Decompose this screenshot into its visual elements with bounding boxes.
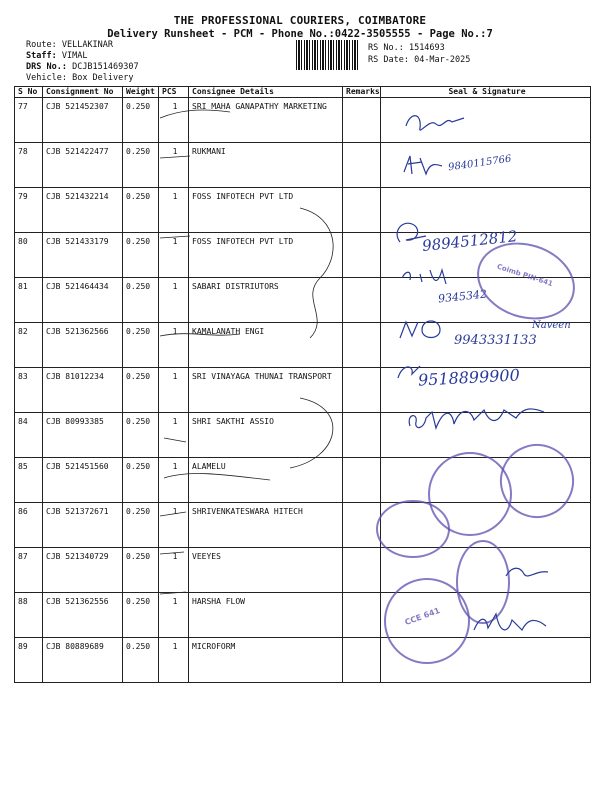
rs-no-label: RS No.: [368, 43, 404, 53]
cell-consignee: SHRI SAKTHI ASSIO [189, 413, 343, 458]
cell-pcs: 1 [159, 323, 189, 368]
cell-remarks [343, 638, 381, 683]
header-signature: Seal & Signature [381, 87, 591, 98]
signature-80 [390, 214, 430, 250]
cell-consignment-no: CJB 521451560 [43, 458, 123, 503]
cell-sno: 83 [15, 368, 43, 413]
cell-consignee: RUKMANI [189, 143, 343, 188]
document-subtitle: Delivery Runsheet - PCM - Phone No.:0422-3505555 - Page No.:7 [107, 28, 493, 40]
cell-pcs: 1 [159, 368, 189, 413]
staff-label: Staff: [26, 51, 57, 61]
document-title: THE PROFESSIONAL COURIERS, COIMBATORE [173, 14, 427, 27]
cell-weight: 0.250 [123, 458, 159, 503]
route-value: VELLAKINAR [61, 40, 114, 50]
cell-consignee: VEEYES [189, 548, 343, 593]
staff-line [26, 51, 139, 62]
cell-consignment-no: CJB 521362556 [43, 593, 123, 638]
rs-number [368, 43, 445, 53]
cell-weight: 0.250 [123, 233, 159, 278]
signature-81 [398, 264, 488, 288]
cell-consignee: MICROFORM [189, 638, 343, 683]
cell-consignment-no: CJB 81012234 [43, 368, 123, 413]
cell-pcs: 1 [159, 98, 189, 143]
cell-pcs: 1 [159, 413, 189, 458]
handwritten-phone-83: 9518899900 [417, 365, 521, 390]
cell-consignee: KAMALANATH ENGI [189, 323, 343, 368]
cell-weight: 0.250 [123, 278, 159, 323]
route-line [26, 40, 139, 51]
signature-82 [396, 316, 456, 344]
cell-consignment-no: CJB 80889689 [43, 638, 123, 683]
signature-89 [470, 606, 550, 640]
barcode [296, 40, 360, 70]
cell-consignee: SRI MAHA GANAPATHY MARKETING [189, 98, 343, 143]
cell-weight: 0.250 [123, 548, 159, 593]
cell-consignment-no: CJB 521433179 [43, 233, 123, 278]
cell-sno: 81 [15, 278, 43, 323]
cell-sno: 79 [15, 188, 43, 233]
cell-sno: 78 [15, 143, 43, 188]
cell-weight: 0.250 [123, 98, 159, 143]
signature-77 [400, 108, 470, 138]
cell-sno: 77 [15, 98, 43, 143]
header-remarks: Remarks [343, 87, 381, 98]
cell-consignment-no: CJB 521452307 [43, 98, 123, 143]
rs-date-label: RS Date: [368, 55, 409, 65]
cell-consignment-no: CJB 521432214 [43, 188, 123, 233]
drs-line [26, 62, 139, 73]
cell-weight: 0.250 [123, 413, 159, 458]
vehicle-line [26, 73, 139, 84]
cell-weight: 0.250 [123, 638, 159, 683]
header-weight: Weight [123, 87, 159, 98]
cell-consignment-no: CJB 521464434 [43, 278, 123, 323]
drs-label: DRS No.: [26, 62, 67, 72]
cell-weight: 0.250 [123, 323, 159, 368]
cell-sno: 84 [15, 413, 43, 458]
cell-sno: 86 [15, 503, 43, 548]
cell-pcs: 1 [159, 458, 189, 503]
handwritten-name-82: Naveen [532, 320, 571, 331]
cell-consignee: SHRIVENKATESWARA HITECH [189, 503, 343, 548]
cell-consignee: FOSS INFOTECH PVT LTD [189, 233, 343, 278]
signature-84 [404, 398, 554, 438]
header-sno: S No [15, 87, 43, 98]
cell-consignment-no: CJB 521422477 [43, 143, 123, 188]
header-consignee: Consignee Details [189, 87, 343, 98]
signature-78 [400, 152, 446, 180]
cell-consignment-no: CJB 521340729 [43, 548, 123, 593]
meta-block [26, 40, 139, 84]
cell-weight: 0.250 [123, 503, 159, 548]
company-stamp-87 [376, 500, 450, 558]
cell-pcs: 1 [159, 278, 189, 323]
drs-value: DCJB151469307 [72, 62, 139, 72]
cell-consignment-no: CJB 80993385 [43, 413, 123, 458]
cell-consignment-no: CJB 521372671 [43, 503, 123, 548]
cell-sno: 89 [15, 638, 43, 683]
signature-88 [502, 556, 552, 586]
cell-sno: 87 [15, 548, 43, 593]
cell-weight: 0.250 [123, 143, 159, 188]
cell-consignee: HARSHA FLOW [189, 593, 343, 638]
table-row [15, 638, 591, 683]
rs-date-value: 04-Mar-2025 [414, 55, 471, 65]
cell-consignee: SABARI DISTRIUTORS [189, 278, 343, 323]
header-consignment: Consignment No [43, 87, 123, 98]
cell-weight: 0.250 [123, 188, 159, 233]
handwritten-phone-80: 9894512812 [421, 227, 519, 255]
cell-pcs: 1 [159, 188, 189, 233]
cell-pcs: 1 [159, 503, 189, 548]
route-label: Route: [26, 40, 57, 50]
stamp-81-text: Coimb PIN-641 [495, 262, 554, 289]
delivery-tick-mark [150, 98, 350, 618]
cell-pcs: 1 [159, 233, 189, 278]
vehicle-label: Vehicle: [26, 73, 67, 83]
signature-83 [394, 360, 424, 386]
staff-value: VIMAL [61, 51, 88, 61]
handwritten-phone-82: 9943331133 [454, 333, 537, 348]
header-pcs: PCS [159, 87, 189, 98]
cell-sno: 82 [15, 323, 43, 368]
cell-consignee: FOSS INFOTECH PVT LTD [189, 188, 343, 233]
cell-pcs: 1 [159, 548, 189, 593]
table-header-row [15, 87, 591, 98]
cell-weight: 0.250 [123, 368, 159, 413]
handwritten-phone-78: 9840115766 [447, 153, 513, 174]
cell-pcs: 1 [159, 638, 189, 683]
cell-weight: 0.250 [123, 593, 159, 638]
cell-sno: 80 [15, 233, 43, 278]
cell-consignee: ALAMELU [189, 458, 343, 503]
rs-no-value: 1514693 [408, 43, 445, 53]
stamp-89-text: CCE 641 [403, 605, 442, 628]
cell-pcs: 1 [159, 143, 189, 188]
company-stamp-89 [384, 578, 470, 664]
handwritten-phone-81: 9345342 [437, 287, 488, 306]
cell-sno: 85 [15, 458, 43, 503]
cell-sno: 88 [15, 593, 43, 638]
cell-pcs: 1 [159, 593, 189, 638]
cell-consignment-no: CJB 521362566 [43, 323, 123, 368]
rs-date [368, 55, 470, 65]
cell-consignee: SRI VINAYAGA THUNAI TRANSPORT [189, 368, 343, 413]
vehicle-value: Box Delivery [72, 73, 134, 83]
